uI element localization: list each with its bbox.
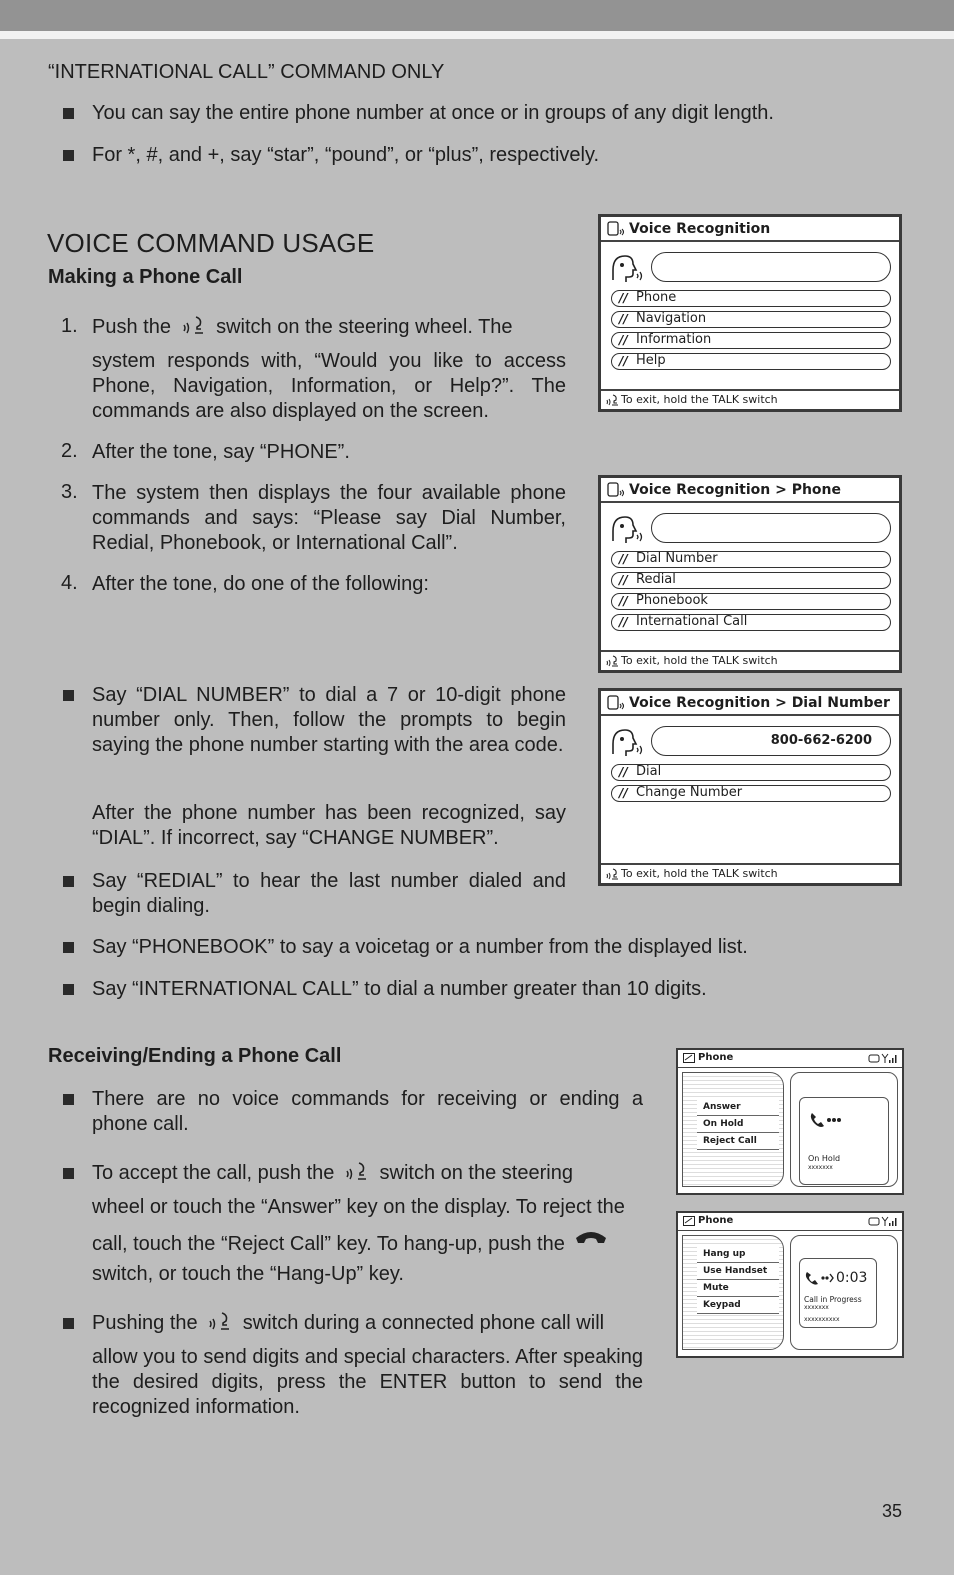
call-status: On Hold <box>808 1154 841 1163</box>
screen-title-bar <box>601 691 899 716</box>
step-2-text: After the tone, say “PHONE”. <box>92 441 350 463</box>
step-3-text: The system then displays the four available phone commands and says: “Please say Dial Number, Redial, Phonebook, or International Call”. <box>92 482 566 554</box>
receiving-bullet-1: There are no voice commands for receiving or ending a phone call. <box>92 1088 643 1135</box>
vr-phone-screen <box>598 475 902 673</box>
call-status: Call in Progress <box>804 1295 862 1304</box>
receiving-bullet-2-line1 <box>92 1161 643 1186</box>
step-1-line1 <box>92 315 566 340</box>
speaking-head-icon <box>609 513 643 545</box>
call-info-pane <box>790 1235 898 1350</box>
option-label: Redial <box>636 572 676 587</box>
option-navigation[interactable]: // Navigation <box>611 311 891 328</box>
option-label: Navigation <box>636 311 707 326</box>
option-label: Dial Number <box>636 551 718 566</box>
option-international-call[interactable]: // International Call <box>611 614 891 631</box>
footer-text: To exit, hold the TALK switch <box>621 654 778 667</box>
phone-icon <box>683 1216 695 1226</box>
mute-button[interactable]: Mute <box>697 1280 779 1297</box>
screen-title-bar <box>601 478 899 503</box>
receiving-bullet-3-line1 <box>92 1311 643 1336</box>
talk-switch-icon <box>181 315 207 337</box>
step-1-text-a: Push the <box>92 316 171 338</box>
vr-dial-screen <box>598 688 902 886</box>
footer-text: To exit, hold the TALK switch <box>621 867 778 880</box>
screen-footer <box>601 863 899 883</box>
bullet-marker <box>63 108 74 119</box>
option-label: Change Number <box>636 785 743 800</box>
intl-bullet-2: For *, #, and +, say “star”, “pound”, or “plus”, respectively. <box>92 144 600 166</box>
making-call-heading: Making a Phone Call <box>48 266 243 288</box>
phone-menu-pane <box>682 1235 784 1350</box>
voice-recognition-icon <box>607 221 625 237</box>
on-hold-button[interactable]: On Hold <box>697 1116 779 1133</box>
caller-name: xxxxxxx <box>804 1304 829 1311</box>
phone-active-screen <box>676 1211 904 1358</box>
phone-incoming-screen <box>676 1048 904 1195</box>
header-bar <box>0 0 954 31</box>
bullet-marker <box>63 1094 74 1105</box>
footer-text: To exit, hold the TALK switch <box>621 393 778 406</box>
option-label: Dial <box>636 764 662 779</box>
receiving-bullet-3-text-b: switch during a connected phone call will <box>242 1312 605 1334</box>
call-card <box>799 1258 877 1328</box>
step-number: 4. <box>61 572 78 594</box>
dial-followup: After the phone number has been recognized, say “DIAL”. If incorrect, say “CHANGE NUMBER”. <box>92 802 566 849</box>
reject-call-button[interactable]: Reject Call <box>697 1133 779 1150</box>
call-card <box>799 1097 889 1185</box>
phone-title: Phone <box>698 1052 734 1063</box>
page-number: 35 <box>882 1501 903 1521</box>
vr-main-screen <box>598 214 902 412</box>
phone-title-bar <box>678 1213 902 1231</box>
section-title: VOICE COMMAND USAGE <box>47 228 375 258</box>
caller-number: xxxxxxxxxx <box>804 1316 840 1323</box>
hang-up-icon <box>574 1228 608 1246</box>
speaking-head-icon <box>609 252 643 284</box>
option-dial-number[interactable]: // Dial Number <box>611 551 891 568</box>
bullet-marker <box>63 984 74 995</box>
step-4-text: After the tone, do one of the following: <box>92 573 429 595</box>
talk-switch-icon <box>344 1161 370 1183</box>
signal-icon <box>868 1215 898 1227</box>
screen-title: Voice Recognition > Phone <box>629 482 841 498</box>
receiving-bullet-2-text-d: call, touch the “Reject Call” key. To hang-up, push the <box>92 1233 565 1255</box>
hang-up-button[interactable]: Hang up <box>697 1246 779 1263</box>
receiving-bullet-2-text-c: wheel or touch the “Answer” key on the display. To reject the <box>92 1196 625 1218</box>
step-number: 2. <box>61 440 78 462</box>
receiving-bullet-2-text-b: switch on the steering <box>379 1162 573 1184</box>
phonebook-bullet: Say “PHONEBOOK” to say a voicetag or a number from the displayed list. <box>92 936 748 958</box>
phone-menu-pane <box>682 1072 784 1187</box>
option-label: International Call <box>636 614 748 629</box>
bullet-marker <box>63 1168 74 1179</box>
phone-icon <box>683 1053 695 1063</box>
recognition-field <box>651 513 891 543</box>
screen-title-bar <box>601 217 899 242</box>
option-redial[interactable]: // Redial <box>611 572 891 589</box>
header-rule <box>0 31 954 39</box>
screen-footer <box>601 389 899 409</box>
voice-recognition-icon <box>607 695 625 711</box>
step-number: 3. <box>61 481 78 503</box>
talk-switch-icon <box>605 868 619 880</box>
option-label: Information <box>636 332 712 347</box>
option-change-number[interactable]: // Change Number <box>611 785 891 802</box>
phone-title: Phone <box>698 1215 734 1226</box>
talk-switch-icon <box>605 655 619 667</box>
receiving-heading: Receiving/Ending a Phone Call <box>48 1045 342 1067</box>
call-timer: 0:03 <box>836 1270 868 1286</box>
screen-title: Voice Recognition > Dial Number <box>629 695 890 711</box>
option-phonebook[interactable]: // Phonebook <box>611 593 891 610</box>
bullet-marker <box>63 150 74 161</box>
intl-heading: “INTERNATIONAL CALL” COMMAND ONLY <box>48 61 445 83</box>
caller-id: xxxxxxx <box>808 1164 833 1171</box>
phone-icon <box>808 1110 842 1130</box>
use-handset-button[interactable]: Use Handset <box>697 1263 779 1280</box>
voice-recognition-icon <box>607 482 625 498</box>
answer-button[interactable]: Answer <box>697 1099 779 1116</box>
recognition-field <box>651 252 891 282</box>
bullet-marker <box>63 690 74 701</box>
keypad-button[interactable]: Keypad <box>697 1297 779 1314</box>
talk-switch-icon <box>207 1311 233 1333</box>
receiving-bullet-3-text-c: allow you to send digits and special characters. After speaking the desired digits, press the ENTER button to send the recognized information. <box>92 1346 643 1418</box>
option-label: Help <box>636 353 666 368</box>
option-dial[interactable]: // Dial <box>611 764 891 781</box>
international-call-bullet: Say “INTERNATIONAL CALL” to dial a number greater than 10 digits. <box>92 978 707 1000</box>
speaking-head-icon <box>609 726 643 758</box>
screen-title: Voice Recognition <box>629 221 771 237</box>
bullet-marker <box>63 1318 74 1329</box>
recognized-number-field: 800-662-6200 <box>651 726 891 756</box>
screen-footer <box>601 650 899 670</box>
option-information[interactable]: // Information <box>611 332 891 349</box>
option-label: Phone <box>636 290 677 305</box>
option-help[interactable]: // Help <box>611 353 891 370</box>
receiving-bullet-3-text-a: Pushing the <box>92 1312 198 1334</box>
option-label: Phonebook <box>636 593 708 608</box>
call-info-pane <box>790 1072 898 1187</box>
bullet-marker <box>63 876 74 887</box>
signal-icon <box>868 1052 898 1064</box>
phone-icon <box>804 1269 834 1287</box>
dial-number-bullet: Say “DIAL NUMBER” to dial a 7 or 10-digit phone number only. Then, follow the prompts to begin saying the phone number starting with the area code. <box>92 684 566 756</box>
step-1-text-c: system responds with, “Would you like to access Phone, Navigation, Information, or Help?”. The commands are also displayed on the screen. <box>92 350 566 422</box>
receiving-bullet-2-text-a: To accept the call, push the <box>92 1162 335 1184</box>
receiving-bullet-2-line4 <box>92 1228 652 1257</box>
step-number: 1. <box>61 315 78 337</box>
option-phone[interactable]: // Phone <box>611 290 891 307</box>
redial-bullet: Say “REDIAL” to hear the last number dialed and begin dialing. <box>92 870 566 917</box>
phone-title-bar <box>678 1050 902 1068</box>
bullet-marker <box>63 942 74 953</box>
intl-bullet-1: You can say the entire phone number at once or in groups of any digit length. <box>92 102 774 124</box>
receiving-bullet-2-text-e: switch, or touch the “Hang-Up” key. <box>92 1263 404 1285</box>
step-1-text-b: switch on the steering wheel. The <box>216 316 513 338</box>
talk-switch-icon <box>605 394 619 406</box>
